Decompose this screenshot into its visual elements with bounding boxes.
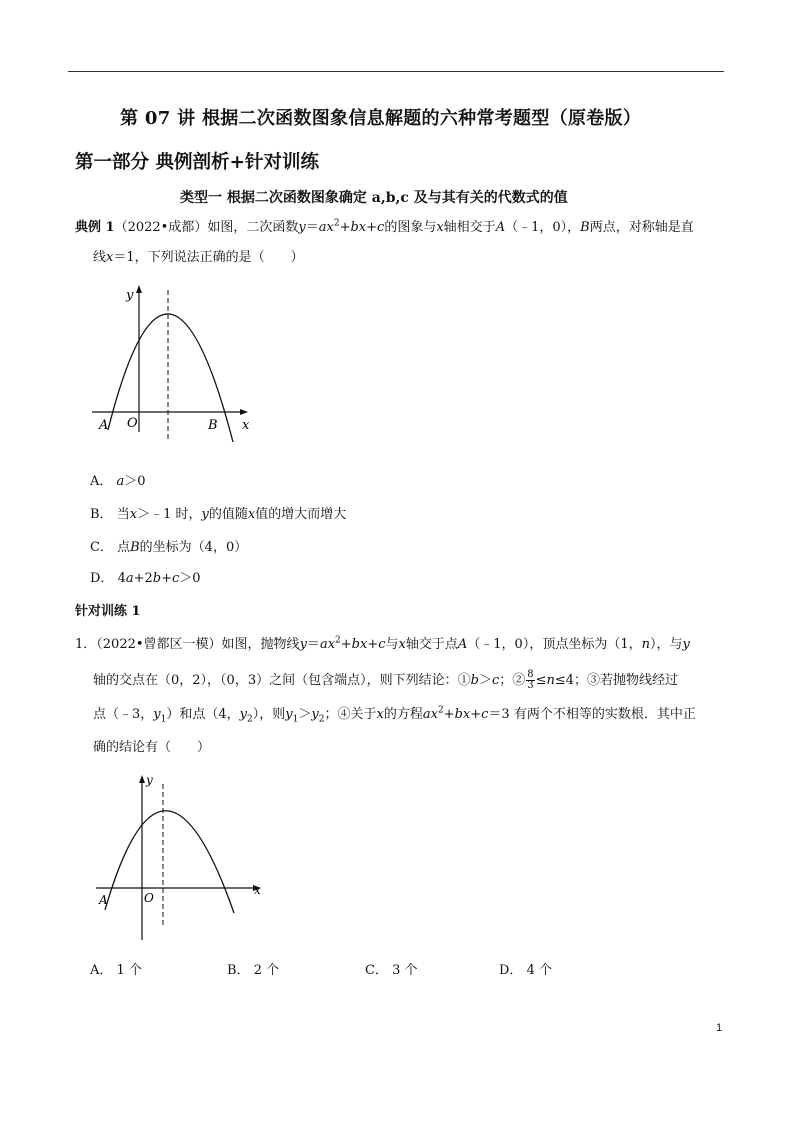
training-q1-line-2: 轴的交点在（0，2），（0，3）之间（包含端点），则下列结论：①b＞c；② $\frac{8}{3}$ ≤n≤4；③若抛物线经过 xyxy=(93,669,679,691)
page-title: 第 07 讲 根据二次函数图象信息解题的六种常考题型（原卷版） xyxy=(120,108,642,129)
fraction-8-3 xyxy=(526,670,534,691)
option-text: 的值随 xyxy=(208,507,248,522)
x-label: x xyxy=(242,418,250,433)
example-1-line-1: 典例 1（2022•成都）如图，二次函数$y=ax^2+bx+c$的图象与x轴相交于A（﹣1，0），B两点，对称轴是直 xyxy=(75,218,694,235)
question-text: ＞ xyxy=(298,707,312,722)
example-text: 如图，二次函数 xyxy=(207,220,299,235)
example-1-line-2: 线x＝1，下列说法正确的是（ ） xyxy=(93,250,304,265)
question-text: （﹣1，0），顶点坐标为（1， xyxy=(467,637,642,652)
question-text: ；④关于 xyxy=(324,707,377,722)
training-option-c xyxy=(365,962,418,980)
option-text: 值的增大而增大 xyxy=(255,507,347,522)
option-letter: D． xyxy=(499,963,523,978)
example-label: 典例 1 xyxy=(75,220,115,235)
var: B xyxy=(130,540,140,555)
training-option-d xyxy=(499,962,552,980)
option-text: 1 个 xyxy=(116,963,142,978)
option-a: A． a＞0 xyxy=(90,474,146,489)
frac-num: 8 xyxy=(527,669,534,680)
option-letter: A． xyxy=(90,474,113,489)
section-heading: 第一部分 典例剖析+针对训练 xyxy=(75,152,319,173)
example-source: （2022•成都） xyxy=(114,220,208,235)
question-text: ＝3 有两个不相等的实数根．其中正 xyxy=(488,707,696,722)
example-text: （﹣1，0）， xyxy=(505,220,581,235)
x-axis-arrow xyxy=(240,409,248,415)
example-text: 的图象与 xyxy=(384,220,437,235)
question-text: 如图，抛物线 xyxy=(221,637,300,652)
frac-den: 3 xyxy=(527,680,534,691)
origin-label: O xyxy=(127,416,138,431)
point-a-label: A xyxy=(99,893,108,907)
option-letter: D． xyxy=(90,571,114,586)
training-option-a xyxy=(90,962,142,980)
y-label: y xyxy=(146,773,153,787)
page-number: 1 xyxy=(716,1022,723,1034)
option-text: 4 个 xyxy=(526,963,552,978)
training-q1-line-1: 1．（2022•曾都区一模）如图，抛物线$y=ax^2+bx+c$与x轴交于点A（﹣1，0），顶点坐标为（1，n），与y xyxy=(75,635,690,652)
question-text: 轴交于点 xyxy=(405,637,458,652)
var: y xyxy=(682,637,690,652)
option-c xyxy=(90,539,247,557)
training-label: 针对训练 1 xyxy=(75,604,141,619)
option-b xyxy=(90,506,346,524)
example-text: ＝1，下列说法正确的是（ ） xyxy=(113,250,304,265)
parabola-curve xyxy=(105,811,234,913)
subsection-heading: 类型一 根据二次函数图象确定 a,b,c 及与其有关的代数式的值 xyxy=(180,190,568,206)
y-axis-arrow xyxy=(139,775,145,783)
option-text: 3 个 xyxy=(392,963,418,978)
question-text: ）和点（4， xyxy=(166,707,240,722)
example-text: 线 xyxy=(93,250,107,265)
question-text: ），则 xyxy=(252,707,286,722)
training-q1-line-4: 确的结论有（ ） xyxy=(93,740,211,755)
question-text: 轴的交点在（0，2），（0，3）之间（包含端点），则下列结论：① xyxy=(93,673,471,688)
question-text: ≤ xyxy=(535,673,547,688)
option-text: 2 个 xyxy=(253,963,280,978)
var: y xyxy=(201,507,209,522)
var: x xyxy=(129,507,138,522)
option-text: 当 xyxy=(116,507,130,522)
option-letter: B． xyxy=(90,507,113,522)
header-rule xyxy=(68,71,724,72)
option-text: ＞﹣1 时， xyxy=(137,507,202,522)
option-letter: A． xyxy=(90,963,113,978)
question-text: ≤4；③若抛物线经过 xyxy=(554,673,679,688)
example-text: 轴相交于 xyxy=(443,220,496,235)
option-text: 的坐标为（4，0） xyxy=(139,540,248,555)
option-letter: C． xyxy=(90,540,113,555)
question-source: （2022•曾都区一模） xyxy=(96,637,222,652)
question-text: ），与 xyxy=(649,637,683,652)
question-text: ；② xyxy=(499,673,526,688)
training-q1-line-3: 点（﹣3，$y_1$）和点（4，$y_2$），则$y_1>y_2$；④关于x的方程$ax^2+bx+c=3$ 有两个不相等的实数根．其中正 xyxy=(93,705,696,725)
question-text: 点（﹣3， xyxy=(93,707,154,722)
x-label: x xyxy=(254,883,261,897)
training-1-graph xyxy=(92,770,264,945)
question-text: 的方程 xyxy=(383,707,423,722)
question-text: 与 xyxy=(385,637,399,652)
question-number: 1． xyxy=(75,637,97,652)
point-a-label: A xyxy=(99,418,109,433)
y-axis-arrow xyxy=(136,285,142,293)
example-1-graph xyxy=(88,282,260,442)
option-d: D． 4a+2b+c＞0 xyxy=(90,571,201,586)
y-label: y xyxy=(126,288,134,303)
option-letter: C． xyxy=(365,963,388,978)
training-option-b xyxy=(227,962,279,980)
point-b-label: B xyxy=(208,418,218,433)
option-text: 点 xyxy=(117,540,131,555)
var: x xyxy=(247,507,256,522)
example-text: 两点，对称轴是直 xyxy=(589,220,694,235)
option-letter: B． xyxy=(227,963,250,978)
origin-label: O xyxy=(144,891,154,905)
question-text: ＞ xyxy=(478,673,492,688)
